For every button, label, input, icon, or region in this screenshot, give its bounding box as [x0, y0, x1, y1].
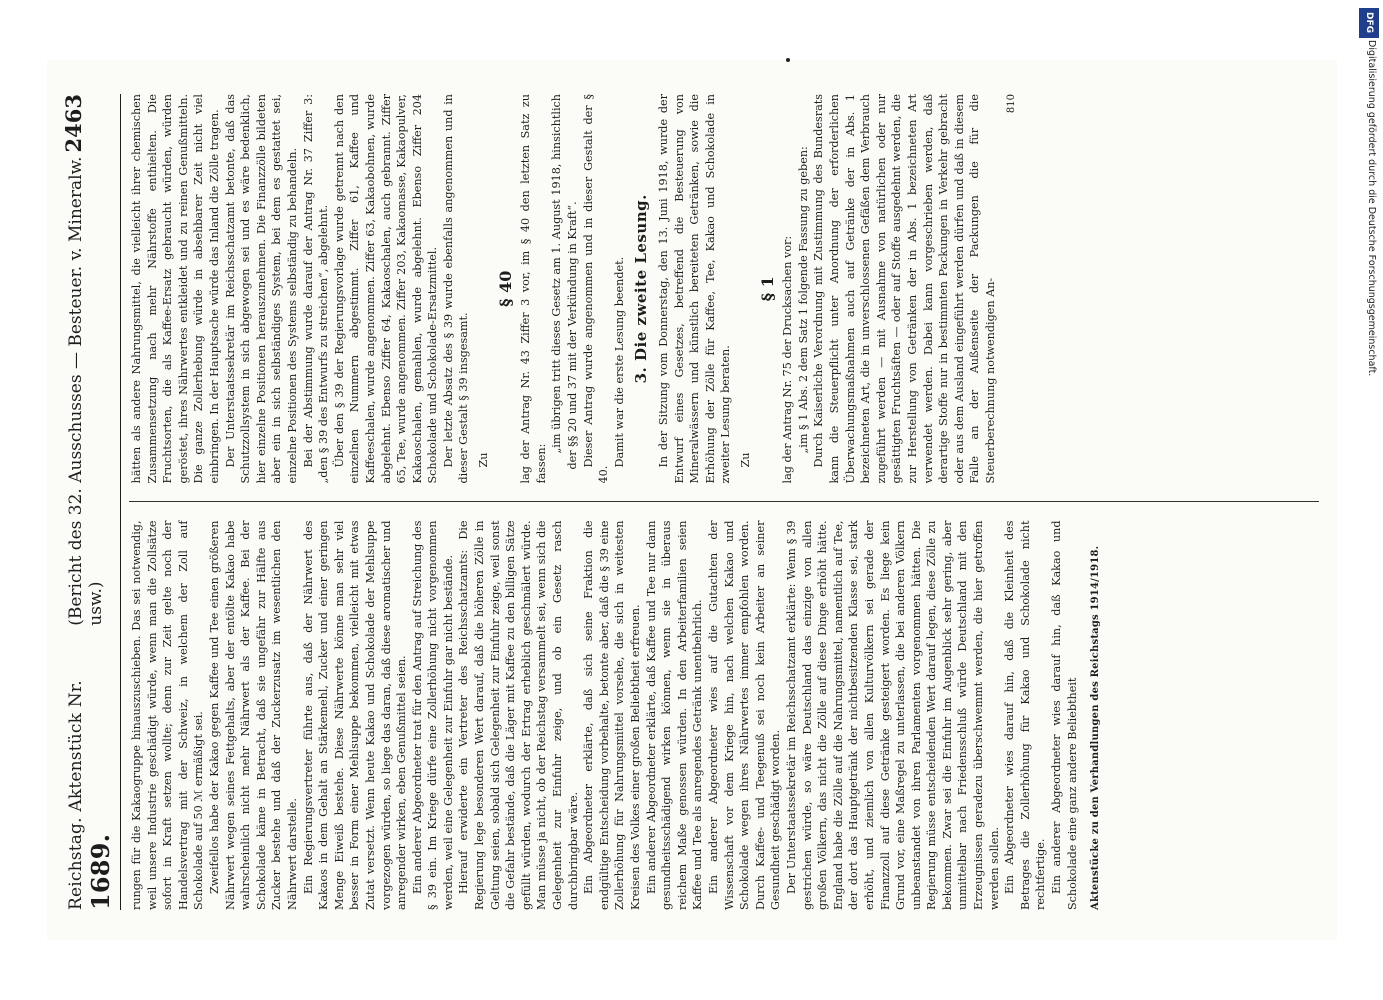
dfg-logo: DFG [1359, 8, 1379, 38]
page-number: 2463 [60, 94, 86, 153]
left-paragraph: rungen für die Kakaogruppe hinauszuschieben. Das sei notwendig, weil unsere Industrie geschädigt würde, wenn man die Zollsätze sofort in Kraft setzen wollte; denn zur Zeit gelte noch der Handelsvertrag mit der Schweiz, in welchem der Zoll auf Schokolade auf 50 ℳ ermäßigt sei. [129, 520, 205, 910]
left-paragraph: Ein anderer Abgeordneter trat für den Antrag auf Streichung des § 39 ein. Im Kriege dürfe eine Zollerhöhung nicht vorgenommen werden, weil eine Gelegenheit zur Einfuhr gar nicht bestände. [410, 520, 455, 910]
digitization-note: Digitalisierung gefördert durch die Deutsche Forschungsgemeinschaft. [1366, 40, 1377, 377]
left-paragraph: Der Unterstaatssekretär im Reichsschatzamt erklärte: Wenn § 39 gestrichen würde, so wäre Deutschland das einzige von allen großen Völkern, das nicht die Zölle auf diese Dinge erhöht hätte. England habe die Zölle auf die Nahrungsmittel, namentlich auf Tee, der dort das Hauptgetränk der nichtbesitzenden Klasse sei, stark erhöht, und ziemlich von allen Kulturvölkern sei gerade der Finanzzoll auf diese Getränke gesteigert worden. Es liege kein Grund vor, eine Maßregel zu unterlassen, die bei anderen Völkern unbeanstandet von ihren Parlamenten vorgenommen hätten. Die Regierung müsse entscheidenden Wert darauf legen, diese Zölle zu bekommen. Zwar sei die Einfuhr im Augenblick sehr gering, aber unmittelbar nach Friedensschluß würde Deutschland mit den Erzeugnissen geradezu überschwemmt werden, die hier getroffen werden sollen. [784, 520, 1001, 910]
left-paragraph: Ein Abgeordneter wies darauf hin, daß die Kleinheit des Betrages die Zollerhöhung für Kakao und Schokolade nicht rechtfertige. [1002, 520, 1047, 910]
left-column [129, 521, 1319, 911]
right-paragraph: Bei der Abstimmung wurde darauf der Antrag Nr. 37 Ziffer 3: „den § 39 des Entwurfs zu streichen“, abgelehnt. [301, 94, 330, 484]
left-paragraph: Ein Abgeordneter erklärte, daß sich seine Fraktion die endgültige Entscheidung vorbehalte, betonte aber, daß die § 39 eine Zollerhöhung für Nahrungsmittel vorsehe, die sich in weitesten Kreisen des Volkes einer großen Beliebtheit erfreuen. [581, 520, 642, 910]
right-paragraph: Durch Kaiserliche Verordnung mit Zustimmung des Bundesrats kann die Steuerpflicht unter Anordnung der erforderlichen Überwachungsmaßnahmen auch auf Getränke der in Abs. 1 bezeichneten Art, die in unverschlossenen Gefäßen dem Verbrauch zugeführt werden — mit Ausnahme von natürlichen oder nur gesättigten Fruchtsäften — oder auf Stoffe ausgedehnt werden, die zur Herstellung von Getränken der in Abs. 1 bezeichneten Art verwendet werden. Dabei kann vorgeschrieben werden, daß derartige Stoffe nur in bestimmten Packungen in Verkehr gebracht oder aus dem Ausland eingeführt werden dürfen und daß in diesem Falle an der Außenseite der Packungen die für die Steuerberechnung notwendigen An- [811, 94, 997, 484]
running-head [61, 94, 121, 910]
paragraph-heading-1: § 1 [757, 276, 777, 302]
header-title: Reichstag. Aktenstück Nr. [65, 680, 86, 910]
right-paragraph: Der Unterstaatssekretär im Reichsschatzamt betonte, daß das Schutzzollsystem in sich abgewogen sei und es wäre bedenklich, hier einzelne Positionen herauszunehmen. Die Finanzzölle bildeten aber ein in sich selbständiges System, bei dem es gestattet sei, einzelne Positionen des Systems selbständig zu behandeln. [223, 94, 299, 484]
ink-dot [786, 58, 790, 62]
quoted-text: „im § 1 Abs. 2 dem Satz 1 folgende Fassung zu geben: [796, 146, 810, 454]
zu-label: Zu [476, 452, 490, 468]
right-paragraph: Damit war die erste Lesung beendet. [612, 256, 626, 468]
left-paragraph: Hierauf erwiderte ein Vertreter des Reichsschatzamts: Die Regierung lege besonderen Wert darauf, daß die höheren Zölle in Geltung seien, sobald sich Gelegenheit zur Einfuhr zeige, weil sonst die Gefahr bestände, daß die Läger mit Kaffee zu den billigen Sätze gefüllt würden, wodurch der Ertrag erheblich geschmälert würde. Man müsse ja nicht, ob der Reichstag versammelt sei, wenn sich die Gelegenheit zur Einfuhr zeige, und ob ein Gesetz rasch durchbringbar wäre. [456, 520, 580, 910]
left-paragraph: Zweifellos habe der Kakao gegen Kaffee und Tee einen größeren Nährwert wegen seines Fettgehalts, aber der entölte Kakao habe wahrscheinlich nicht mehr Nährwert als der Kaffee. Bei der Schokolade käme in Betracht, daß sie ungefähr zur Hälfte aus Zucker bestehe und daß der Zuckerzusatz im wesentlichen den Nährwert darstelle. [207, 520, 299, 910]
right-paragraph: lag der Antrag Nr. 75 der Drucksachen vor: [780, 235, 794, 484]
left-paragraph: Ein anderer Abgeordneter wies auf die Gutachten der Wissenschaft vor dem Kriege hin, nach welchen Kakao und Schokolade wegen ihres Nährwertes immer empfohlen worden. Durch Kaffee- und Teegenuß sei noch kein Arbeiter an seiner Gesundheit geschädigt worden. [706, 520, 782, 910]
header-center: (Bericht des 32. Ausschusses — Besteuer. v. Mineralw. usw.) [65, 156, 106, 626]
columns [129, 94, 1319, 910]
left-paragraph: Ein anderer Abgeordneter erklärte, daß Kaffee und Tee nur dann gesundheitsschädigend wirken können, wenn sie in überaus reichem Maße genossen würden. In den Arbeiterfamilien seien Kaffee und Tee als anregendes Getränk unentbehrlich. [644, 520, 704, 910]
paragraph-heading-40: § 40 [495, 270, 515, 307]
rotated-page [47, 60, 1337, 940]
left-paragraph: Ein Regierungsvertreter führte aus, daß der Nährwert des Kakaos in dem Gehalt an Stärkemehl, Zucker und einer geringen Menge Eiweiß bestehe. Diese Nährwerte könne man sehr viel besser in Form einer Mehlsuppe bekommen, vielleicht mit etwas Zutat versetzt. Wenn heute Kakao und Schokolade der Mehlsuppe vorgezogen würden, so liege das daran, daß diese aromatischer und anregender wirken, eben Genußmittel seien. [301, 520, 408, 910]
right-paragraph: Der letzte Absatz des § 39 wurde ebenfalls angenommen und in dieser Gestalt § 39 insgesamt. [441, 94, 470, 484]
footer-note: Aktenstücke zu den Verhandlungen des Reichstags 1914/1918. [1089, 545, 1101, 910]
signature-mark: 810 [1005, 94, 1017, 114]
right-paragraph: In der Sitzung vom Donnerstag, den 13. Juni 1918, wurde der Entwurf eines Gesetzes, betreffend die Besteuerung von Mineralwässern und künstlich bereiteten Getränken, sowie die Erhöhung der Zölle für Kaffee, Tee, Kakao und Schokolade in zweiter Lesung beraten. [656, 94, 732, 484]
header-number: 1689. [85, 833, 115, 910]
column-divider [129, 502, 1319, 503]
right-paragraph: hätten als andere Nahrungsmittel, die vielleicht ihrer chemischen Zusammensetzung nach mehr Nährstoffe enthielten. Die Fruchtsorten, die als Kaffee-Ersatz gebraucht würden, würden geröstet, ihres Nährwertes entkleidet und zu reinen Genußmitteln. Die ganze Zollerhebung würde in absehbarer Zeit nicht viel einbringen. In der Hauptsache würde das Inland die Zölle tragen. [129, 94, 221, 484]
right-paragraph: Über den § 39 der Regierungsvorlage wurde getrennt nach den einzelnen Nummern abgestimmt. Ziffer 61, Kaffee und Kaffeeschalen, wurde angenommen. Ziffer 63, Kakaobohnen, wurde abgelehnt. Ebenso Ziffer 64, Kakaoschalen, auch gebrannt. Ziffer 65, Tee, wurde angenommen. Ziffer 203, Kakaomasse, Kakaopulver, Kakaoschalen, gemahlen, wurde abgelehnt. Ebenso Ziffer 204 Schokolade und Schokolade-Ersatzmittel. [332, 94, 439, 484]
left-paragraph: Ein anderer Abgeordneter wies darauf hin, daß Kakao und Schokolade eine ganz andere Beliebtheit [1049, 520, 1079, 910]
zu-label: Zu [738, 452, 752, 468]
quoted-text: „im übrigen tritt dieses Gesetz am 1. August 1918, hinsichtlich der §§ 20 und 37 mit der Verkündung in Kraft“. [549, 94, 579, 470]
section-heading: 3. Die zweite Lesung. [631, 194, 650, 384]
header-left [66, 626, 115, 910]
right-column [129, 94, 1319, 484]
right-paragraph: lag der Antrag Nr. 43 Ziffer 3 vor, im § 40 den letzten Satz zu fassen: [518, 94, 548, 484]
right-paragraph: Dieser Antrag wurde angenommen und in dieser Gestalt der § 40. [581, 94, 610, 484]
